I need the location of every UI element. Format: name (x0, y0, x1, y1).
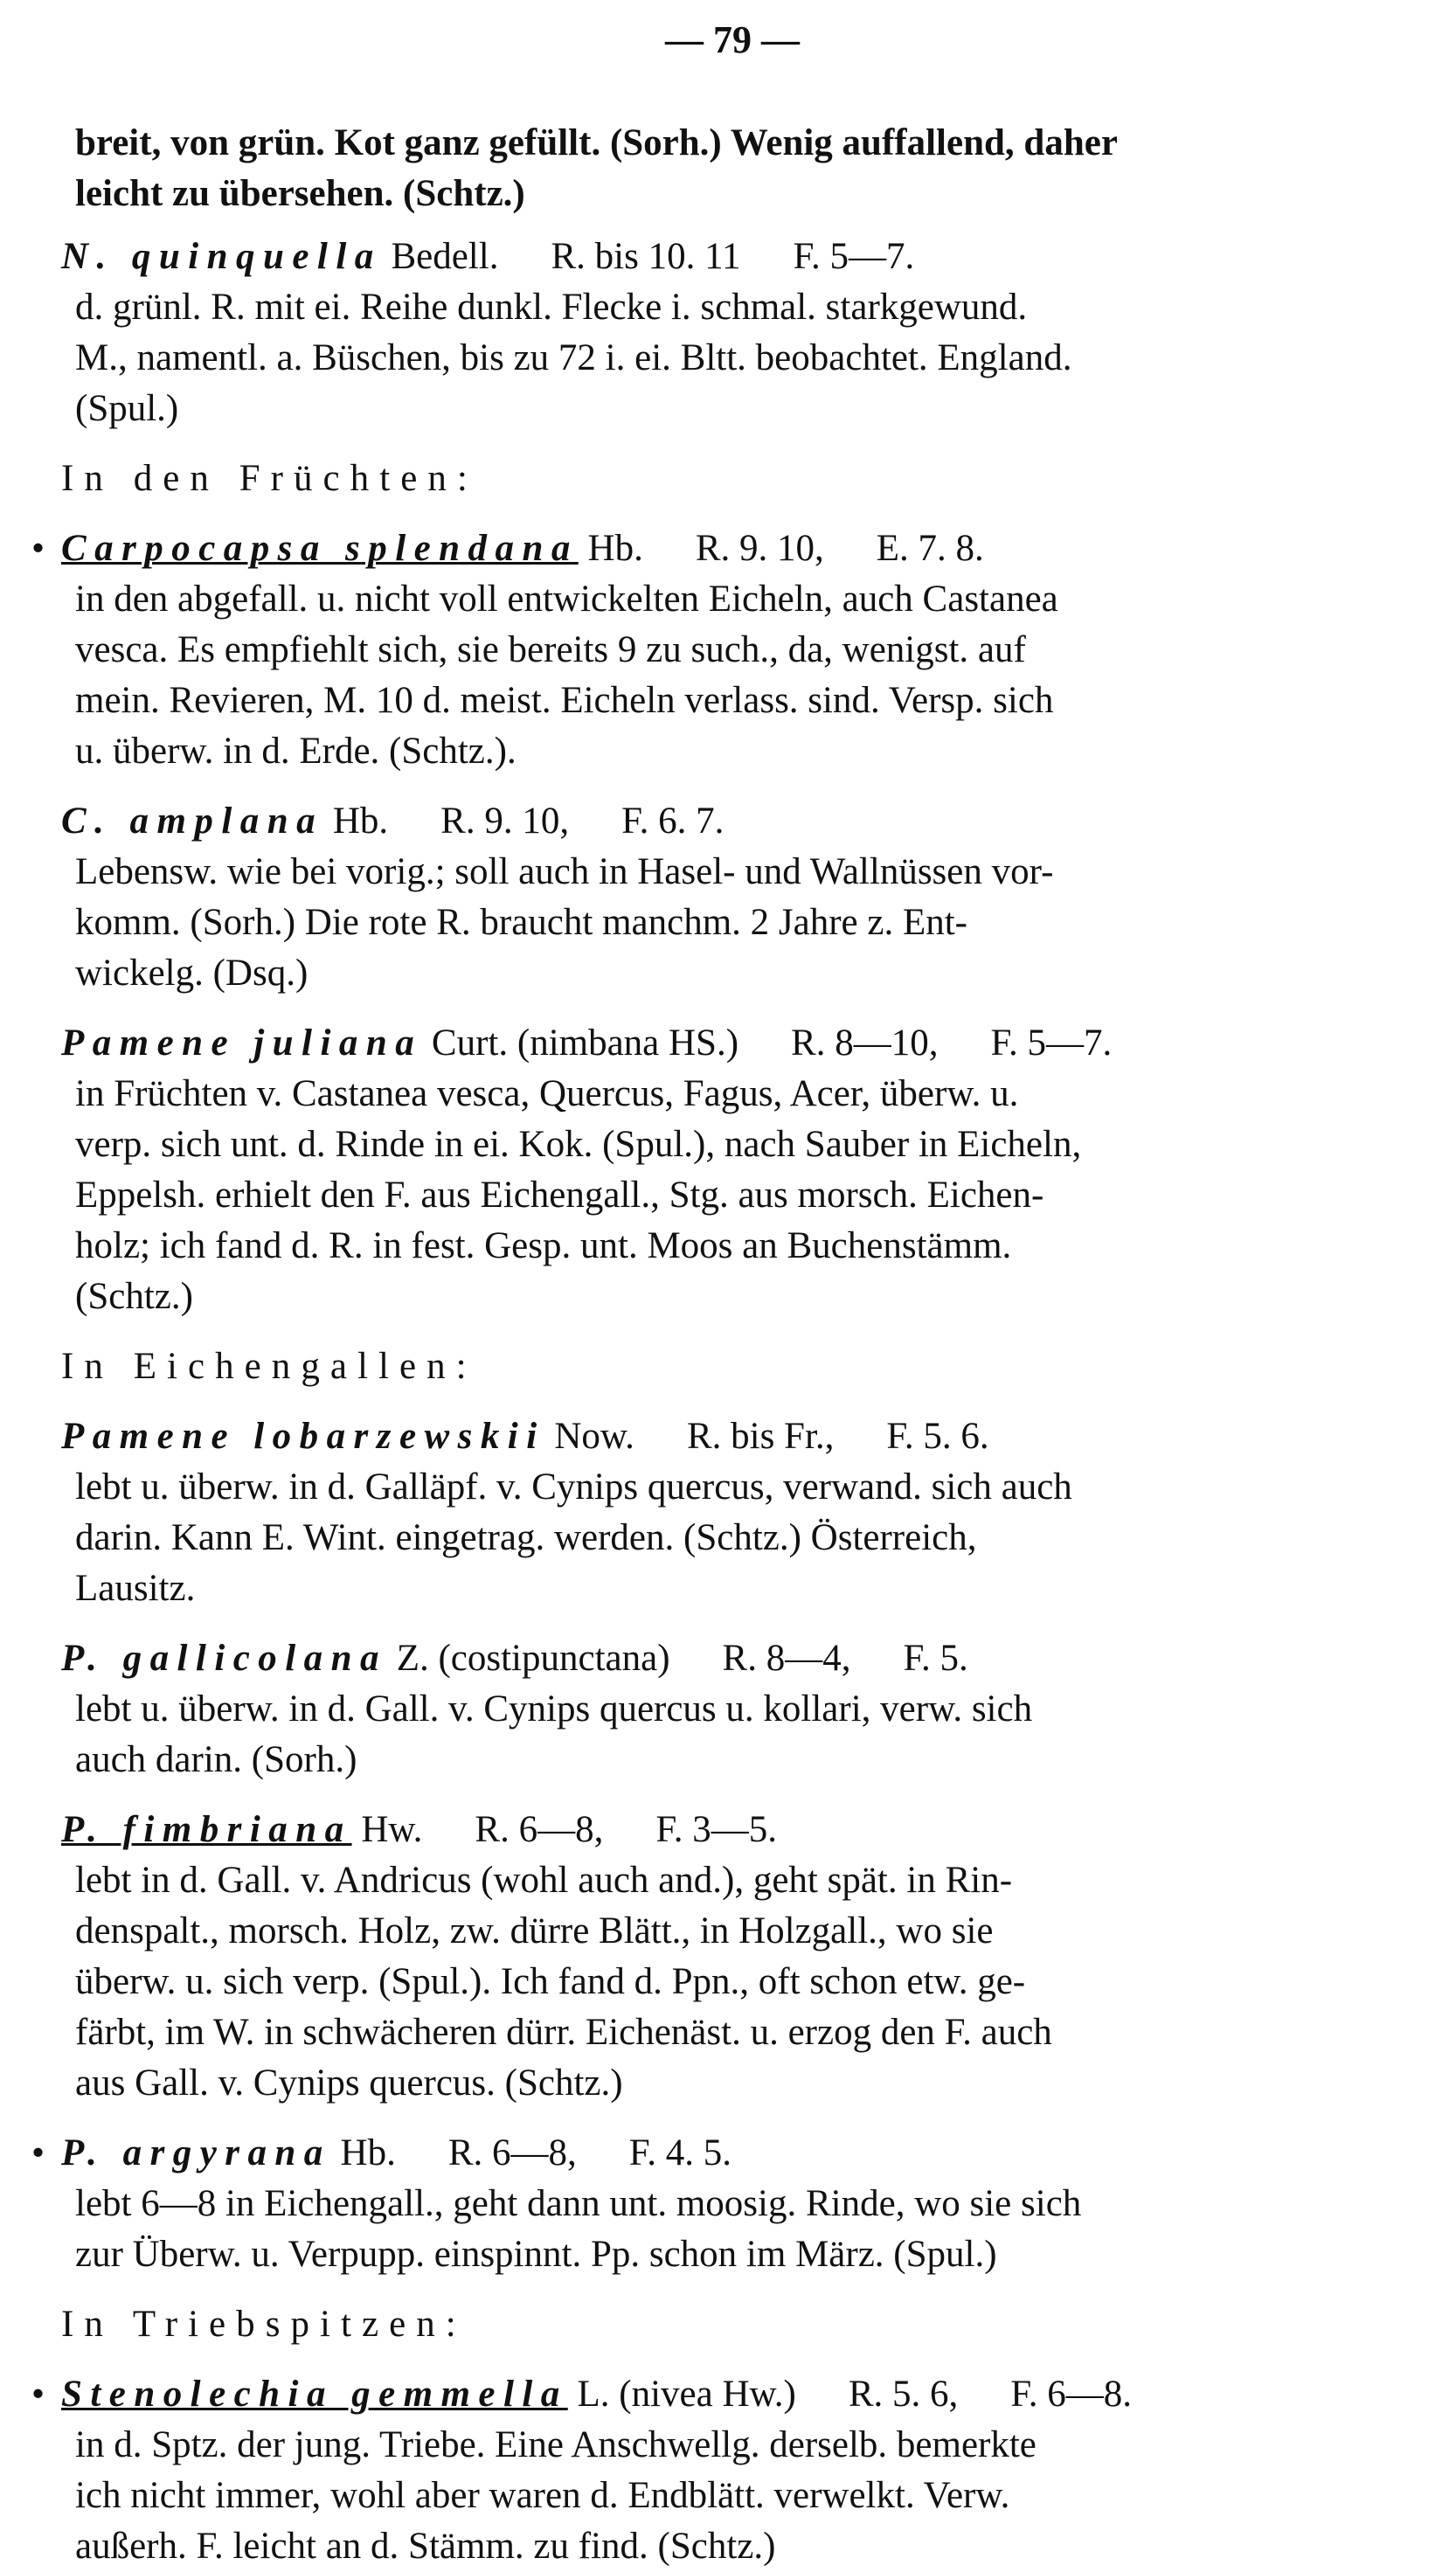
entry-header (31, 2128, 1421, 2179)
entry-header (61, 1018, 1421, 1069)
entry-header (61, 232, 1421, 282)
description-line: färbt, im W. in schwächeren dürr. Eichenäst. u. erzog den F. auch (75, 2012, 1052, 2053)
entry-description (75, 574, 1421, 777)
entry-header (31, 2369, 1421, 2420)
species-author: L. (nivea Hw.) (577, 2374, 796, 2415)
species-author: Bedell. (391, 236, 499, 277)
entry-description (75, 1069, 1421, 1322)
description-line: Eppelsh. erhielt den F. aus Eichengall., Stg. aus morsch. Eichen- (75, 1175, 1044, 1216)
description-line: holz; ich fand d. R. in fest. Gesp. unt. Moos an Buchenstämm. (75, 1225, 1012, 1266)
entry-header (61, 1805, 1421, 1855)
species-name: P. gallicolana (61, 1638, 387, 1679)
entry-description (75, 1684, 1421, 1785)
description-line: in den abgefall. u. nicht voll entwickelten Eicheln, auch Castanea (75, 579, 1058, 620)
description-line: darin. Kann E. Wint. eingetrag. werden. (Schtz.) Österreich, (75, 1517, 977, 1558)
bullet-marker: • (31, 2132, 45, 2173)
entry-description (75, 2179, 1421, 2280)
description-line: mein. Revieren, M. 10 d. meist. Eicheln verlass. sind. Versp. sich (75, 680, 1054, 721)
caterpillar-period: R. 8—4, (722, 1638, 851, 1679)
page-number: — 79 — (665, 18, 800, 61)
description-line: u. überw. in d. Erde. (Schtz.). (75, 731, 517, 772)
section-heading: In den Früchten: (61, 458, 478, 499)
section-heading: In Eichengallen: (61, 1346, 477, 1387)
species-name: C. amplana (61, 801, 324, 842)
description-line: lebt in d. Gall. v. Andricus (wohl auch and.), geht spät. in Rin- (75, 1860, 1013, 1901)
description-line: d. grünl. R. mit ei. Reihe dunkl. Flecke i. schmal. starkgewund. (75, 287, 1028, 328)
description-line: (Schtz.) (75, 1276, 193, 1317)
species-author: Hb. (332, 801, 389, 842)
description-line: (Spul.) (75, 388, 179, 429)
description-line: Lausitz. (75, 1568, 196, 1609)
bullet-marker: • (31, 2374, 45, 2415)
species-entry (26, 1633, 1421, 1785)
description-line: M., namentl. a. Büschen, bis zu 72 i. ei. Bltt. beobachtet. England. (75, 337, 1072, 378)
intro-paragraph (75, 118, 1421, 219)
entry-list (26, 232, 1421, 2572)
description-line: vesca. Es empfiehlt sich, sie bereits 9 zu such., da, wenigst. auf (75, 629, 1026, 670)
flight-period: F. 5. 6. (886, 1416, 989, 1457)
flight-period: F. 5—7. (793, 236, 915, 277)
species-name: P. argyrana (61, 2132, 331, 2173)
caterpillar-period: R. 8—10, (791, 1023, 939, 1064)
description-line: lebt u. überw. in d. Gall. v. Cynips quercus u. kollari, verw. sich (75, 1688, 1033, 1730)
description-line: in d. Sptz. der jung. Triebe. Eine Anschwellg. derselb. bemerkte (75, 2424, 1037, 2465)
description-line: ich nicht immer, wohl aber waren d. Endblätt. verwelkt. Verw. (75, 2475, 1010, 2516)
caterpillar-period: R. 6—8, (447, 2132, 577, 2173)
flight-period: F. 5. (903, 1638, 968, 1679)
description-line: auch darin. (Sorh.) (75, 1739, 357, 1780)
entry-description (75, 847, 1421, 999)
species-entry (26, 2369, 1421, 2572)
entry-header (61, 1411, 1421, 1462)
intro-line: breit, von grün. Kot ganz gefüllt. (Sorh.) Wenig auffallend, daher (75, 122, 1118, 163)
entry-header (31, 523, 1421, 574)
description-line: aus Gall. v. Cynips quercus. (Schtz.) (75, 2062, 623, 2104)
description-line: verp. sich unt. d. Rinde in ei. Kok. (Spul.), nach Sauber in Eicheln, (75, 1124, 1082, 1165)
species-entry (26, 2128, 1421, 2280)
species-name: Carpocapsa splendana (61, 528, 579, 569)
flight-period: F. 3—5. (655, 1809, 778, 1850)
description-line: überw. u. sich verp. (Spul.). Ich fand d. Ppn., oft schon etw. ge- (75, 1961, 1026, 2002)
description-line: lebt u. überw. in d. Galläpf. v. Cynips quercus, verwand. sich auch (75, 1466, 1072, 1508)
entry-header (61, 1633, 1421, 1684)
caterpillar-period: R. bis 10. 11 (551, 236, 741, 277)
species-entry (26, 796, 1421, 999)
caterpillar-period: R. 6—8, (475, 1809, 604, 1850)
species-entry (26, 232, 1421, 434)
description-line: in Früchten v. Castanea vesca, Quercus, Fagus, Acer, überw. u. (75, 1073, 1019, 1114)
entry-description (75, 2420, 1421, 2572)
description-line: komm. (Sorh.) Die rote R. braucht manchm. 2 Jahre z. Ent- (75, 902, 967, 943)
description-line: wickelg. (Dsq.) (75, 953, 309, 994)
description-line: lebt 6—8 in Eichengall., geht dann unt. moosig. Rinde, wo sie sich (75, 2183, 1082, 2224)
species-name: N. quinquella (61, 236, 382, 277)
description-line: außerh. F. leicht an d. Stämm. zu find. (Schtz.) (75, 2526, 776, 2567)
entry-description (75, 1855, 1421, 2109)
species-name: Pamene lobarzewskii (61, 1416, 545, 1457)
section-heading: In Triebspitzen: (61, 2304, 467, 2345)
species-author: Hw. (361, 1809, 423, 1850)
species-author: Hb. (340, 2132, 396, 2173)
species-author: Now. (554, 1416, 634, 1457)
caterpillar-period: R. 9. 10, (695, 528, 824, 569)
entry-description (75, 1462, 1421, 1614)
caterpillar-period: R. 9. 10, (440, 801, 570, 842)
species-name: P. fimbriana (61, 1809, 352, 1850)
intro-line: leicht zu übersehen. (Schtz.) (75, 173, 525, 214)
species-entry (26, 1411, 1421, 1614)
flight-period: F. 6—8. (1010, 2374, 1133, 2415)
species-author: Curt. (nimbana HS.) (431, 1023, 739, 1064)
description-line: zur Überw. u. Verpupp. einspinnt. Pp. schon im März. (Spul.) (75, 2234, 997, 2275)
description-line: denspalt., morsch. Holz, zw. dürre Blätt., in Holzgall., wo sie (75, 1910, 994, 1952)
flight-period: E. 7. 8. (876, 528, 984, 569)
flight-period: F. 5—7. (990, 1023, 1113, 1064)
species-name: Stenolechia gemmella (61, 2374, 568, 2415)
entry-description (75, 282, 1421, 434)
species-entry (26, 1805, 1421, 2109)
species-author: Z. (costipunctana) (396, 1638, 670, 1679)
species-entry (26, 523, 1421, 777)
caterpillar-period: R. bis Fr., (686, 1416, 835, 1457)
species-author: Hb. (587, 528, 643, 569)
caterpillar-period: R. 5. 6, (848, 2374, 959, 2415)
bullet-marker: • (31, 528, 45, 569)
description-line: Lebensw. wie bei vorig.; soll auch in Hasel- und Wallnüssen vor- (75, 851, 1054, 892)
entry-header (61, 796, 1421, 847)
species-name: Pamene juliana (61, 1023, 423, 1064)
flight-period: F. 4. 5. (628, 2132, 731, 2173)
species-entry (26, 1018, 1421, 1322)
flight-period: F. 6. 7. (621, 801, 725, 842)
